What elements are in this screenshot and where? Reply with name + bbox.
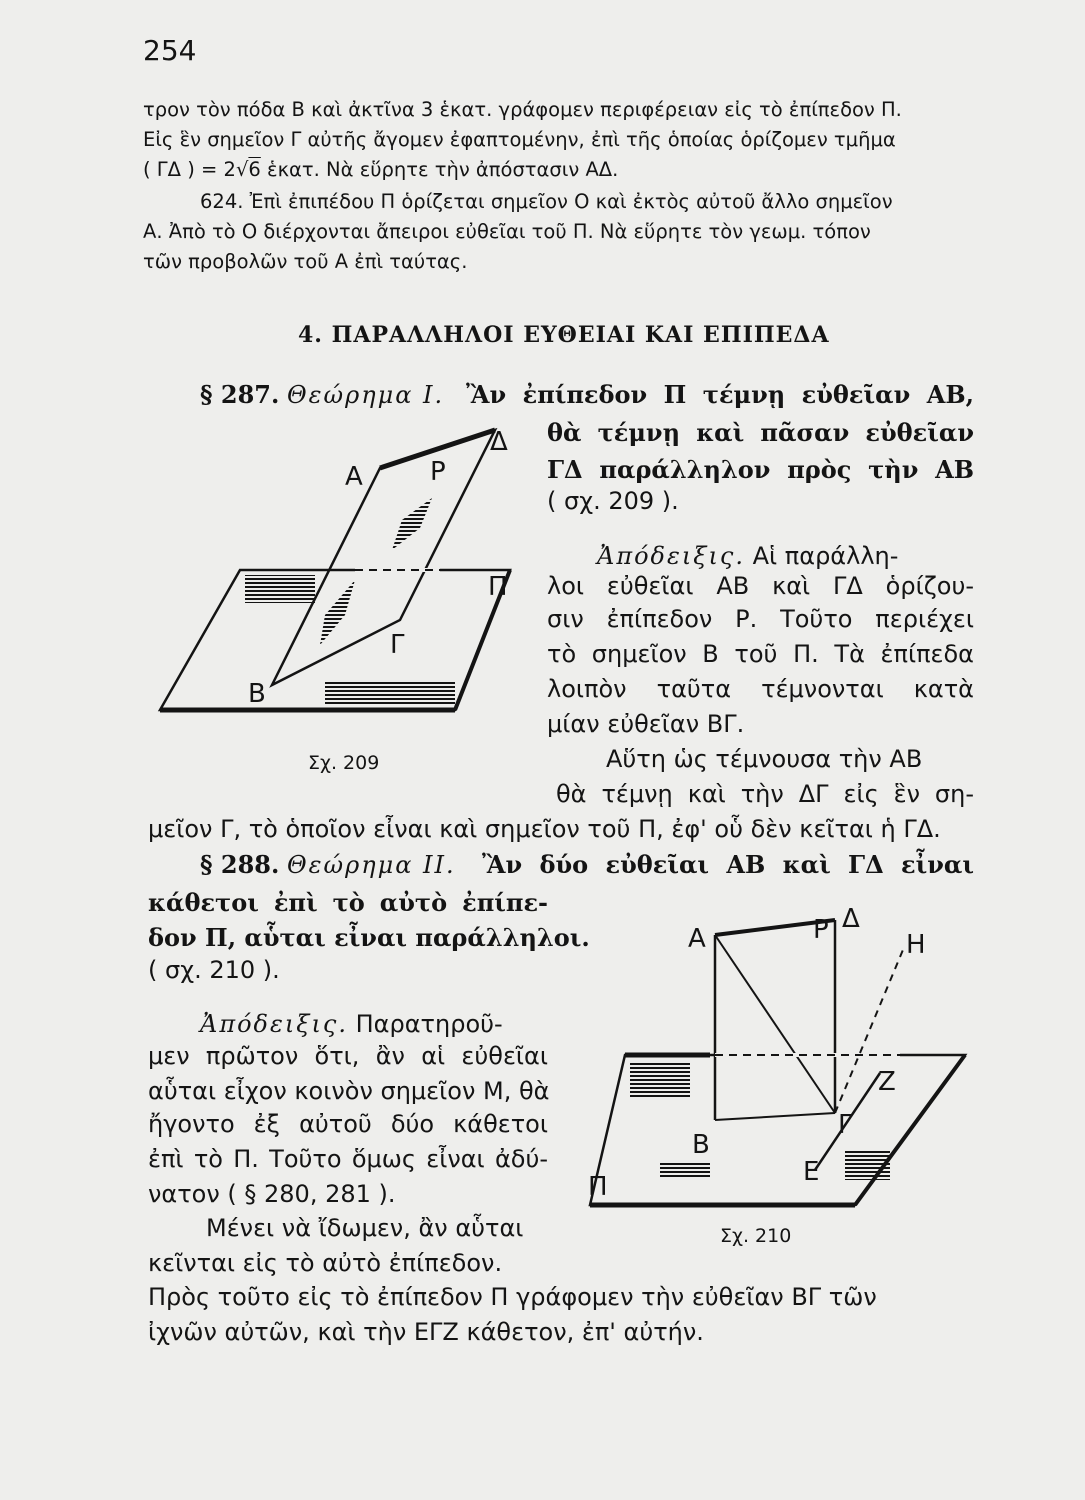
proof-288-line-2: μεν πρῶτον ὅτι, ἂν αἱ εὐθεῖαι: [148, 1042, 548, 1070]
prev-exercise-line-3: ( ΓΔ ) = 2√6 ἑκατ. Νὰ εὕρητε τὴν ἀπόστασιν ΑΔ.: [143, 158, 619, 181]
theorem-287-line-1: Ἂν ἐπίπεδον Π τέμνῃ εὐθεῖαν ΑΒ,: [466, 380, 974, 409]
theorem-287-name: Θεώρημα Ι.: [287, 381, 445, 409]
figure-210-caption: Σχ. 210: [720, 1225, 792, 1247]
exercise-624-line-2: Α. Ἀπὸ τὸ Ο διέρχονται ἄπειροι εὐθεῖαι τοῦ Π. Νὰ εὕρητε τὸν γεωμ. τόπον: [143, 220, 871, 243]
theorem-288-line-4: ( σχ. 210 ).: [148, 956, 280, 984]
sqrt-radicand: 6: [248, 158, 261, 181]
label-R: Ρ: [813, 915, 829, 945]
proof-287-line-3: σιν ἐπίπεδον Ρ. Τοῦτο περιέχει: [547, 605, 974, 633]
label-E: Ε: [803, 1157, 820, 1187]
proof-287-label: Ἀπόδειξις.: [597, 542, 745, 570]
plane-shading: [325, 682, 455, 704]
figure-209: [140, 410, 540, 790]
proof-287-line-1: Ἀπόδειξις. Αἱ παράλλη-: [597, 542, 899, 570]
prev-exercise-line-2: Εἰς ἓν σημεῖον Γ αὐτῆς ἄγομεν ἐφαπτομένην, ἐπὶ τῆς ὁποίας ὁρίζομεν τμῆμα: [143, 128, 896, 151]
theorem-288-number: § 288.: [200, 850, 280, 879]
line-BG: [715, 1113, 835, 1120]
proof-287-line-7: Αὕτη ὡς τέμνουσα τὴν ΑΒ: [606, 745, 923, 773]
exercise-624-line-3: τῶν προβολῶν τοῦ Α ἐπὶ ταύτας.: [143, 250, 468, 273]
exercise-624-line-1: 624. Ἐπὶ ἐπιπέδου Π ὁρίζεται σημεῖον Ο καὶ ἐκτὸς αὐτοῦ ἄλλο σημεῖον: [200, 190, 893, 213]
label-B: Β: [248, 679, 266, 709]
theorem-287-line-3: ΓΔ παράλληλον πρὸς τὴν ΑΒ: [547, 455, 974, 484]
section-title: 4. ΠΑΡΑΛΛΗΛΟΙ ΕΥΘΕΙΑΙ ΚΑΙ ΕΠΙΠΕΔΑ: [298, 322, 830, 348]
plane-shading: [245, 575, 315, 603]
proof-287-line-2: λοι εὐθεῖαι ΑΒ καὶ ΓΔ ὁρίζου-: [547, 572, 974, 600]
line-AG: [715, 935, 835, 1113]
label-D: Δ: [490, 427, 508, 457]
label-P: Π: [588, 1172, 608, 1202]
proof-288-line-1: Ἀπόδειξις. Παρατηροῦ-: [200, 1010, 503, 1038]
proof-287-line-4: τὸ σημεῖον Β τοῦ Π. Τὰ ἐπίπεδα: [547, 640, 974, 668]
figure-209-caption: Σχ. 209: [308, 752, 380, 774]
label-B: Β: [692, 1130, 710, 1160]
label-A: Α: [345, 462, 363, 492]
proof-288-line-3: αὗται εἶχον κοινὸν σημεῖον Μ, θὰ: [148, 1077, 550, 1105]
label-H: Η: [906, 930, 926, 960]
theorem-287-heading: [200, 380, 444, 409]
proof-287-line-5: λοιπὸν ταῦτα τέμνονται κατὰ: [547, 675, 974, 703]
rho-shading: [320, 580, 355, 645]
prev-exercise-line-1: τρον τὸν πόδα Β καὶ ἀκτῖνα 3 ἑκατ. γράφομεν περιφέρειαν εἰς τὸ ἐπίπεδον Π.: [143, 98, 902, 121]
proof-287-line-8: θὰ τέμνῃ καὶ τὴν ΔΓ εἰς ἓν ση-: [556, 780, 974, 808]
theorem-288-line-1: Ἂν δύο εὐθεῖαι ΑΒ καὶ ΓΔ εἶναι: [482, 850, 974, 879]
label-G: Γ: [838, 1110, 853, 1140]
plane-shading: [660, 1163, 710, 1179]
plane-shading: [845, 1150, 890, 1180]
theorem-287-line-2: θὰ τέμνῃ καὶ πᾶσαν εὐθεῖαν: [547, 418, 974, 447]
proof-288-line-9: Πρὸς τοῦτο εἰς τὸ ἐπίπεδον Π γράφομεν τὴν εὐθεῖαν ΒΓ τῶν: [148, 1283, 877, 1311]
plane-shading: [630, 1061, 690, 1099]
proof-287-line-9: μεῖον Γ, τὸ ὁποῖον εἶναι καὶ σημεῖον τοῦ Π, ἐφ' οὗ δὲν κεῖται ἡ ΓΔ.: [148, 815, 941, 843]
rho-shading: [392, 498, 432, 550]
theorem-287-line-4: ( σχ. 209 ).: [547, 487, 679, 515]
proof-287-line-6: μίαν εὐθεῖαν ΒΓ.: [547, 710, 745, 738]
theorem-288-line-2: κάθετοι ἐπὶ τὸ αὐτὸ ἐπίπε-: [148, 888, 548, 917]
theorem-288-line-3: δον Π, αὗται εἶναι παράλληλοι.: [148, 923, 590, 952]
proof-288-line-10: ἰχνῶν αὐτῶν, καὶ τὴν ΕΓΖ κάθετον, ἐπ' αὐτήν.: [148, 1318, 704, 1346]
theorem-288-name: Θεώρημα ΙΙ.: [287, 851, 456, 879]
label-P: Π: [488, 572, 508, 602]
label-R: Ρ: [430, 457, 446, 487]
proof-288-label: Ἀπόδειξις.: [200, 1010, 348, 1038]
theorem-287-number: § 287.: [200, 380, 280, 409]
proof-288-line-6: νατον ( § 280, 281 ).: [148, 1180, 396, 1208]
label-G: Γ: [390, 630, 405, 660]
label-A: Α: [688, 924, 706, 954]
label-Z: Ζ: [878, 1067, 896, 1097]
page-number: 254: [143, 34, 197, 67]
theorem-288-heading: [200, 850, 456, 879]
proof-288-line-4: ἤγοντο ἐξ αὐτοῦ δύο κάθετοι: [148, 1110, 548, 1138]
proof-288-line-7: Μένει νὰ ἴδωμεν, ἂν αὗται: [206, 1214, 524, 1242]
proof-288-line-8: κεῖνται εἰς τὸ αὐτὸ ἐπίπεδον.: [148, 1249, 503, 1277]
proof-288-line-5: ἐπὶ τὸ Π. Τοῦτο ὅμως εἶναι ἀδύ-: [148, 1145, 548, 1173]
label-D: Δ: [842, 904, 860, 934]
figure-210: [570, 895, 980, 1235]
